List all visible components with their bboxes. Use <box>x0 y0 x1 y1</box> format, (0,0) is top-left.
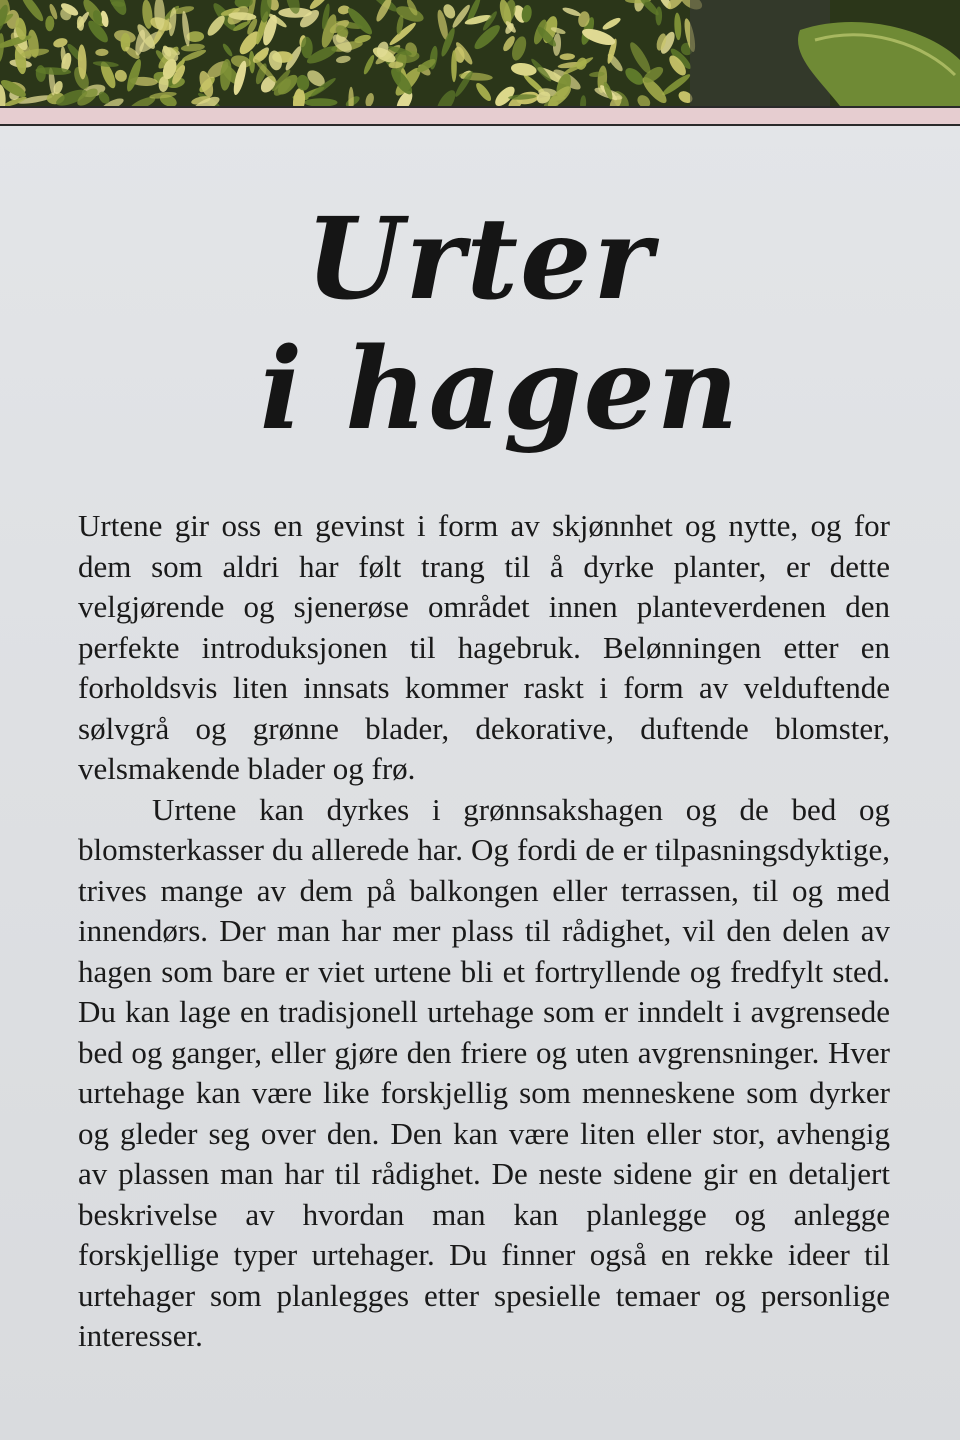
page-title <box>0 190 960 455</box>
garden-photo <box>0 0 960 106</box>
pink-divider <box>0 106 960 126</box>
title-line-1: Urter <box>305 194 655 325</box>
paragraph-1: Urtene gir oss en gevinst i form av skjønnhet og nytte, og for dem som aldri har følt trang til å dyrke planter, er dette velgjørende og sjenerøse området innen planteverdenen den perfekte introduksjonen til hagebruk. Belønningen etter en forholdsvis liten innsats kommer raskt i form av velduftende sølvgrå og grønne blader, dekorative, duftende blomster, velsmakende blader og frø. <box>78 508 890 786</box>
body-text <box>78 506 890 1357</box>
title-line-2: i hagen <box>259 324 741 455</box>
foliage-image <box>0 0 960 106</box>
paragraph-2: Urtene kan dyrkes i grønnsakshagen og de bed og blomsterkasser du allerede har. Og fordi de er tilpasningsdyktige, trives mange av dem på balkongen eller terrassen, til og med innendørs. Der man har mer plass til rådighet, vil den delen av hagen som bare er viet urtene bli et fortryllende og fredfylt sted. Du kan lage en tradisjonell urtehage som er inndelt i avgrensede bed og ganger, eller gjøre den friere og uten avgrensninger. Hver urtehage kan være like forskjellig som menneskene som dyrker og gleder seg over den. Den kan være liten eller stor, avhengig av plassen man har til rådighet. De neste sidene gir en detaljert beskrivelse av hvordan man kan planlegge og anlegge forskjellige typer urtehager. Du finner også en rekke ideer til urtehager som planlegges etter spesielle temaer og personlige interesser. <box>78 791 890 1353</box>
